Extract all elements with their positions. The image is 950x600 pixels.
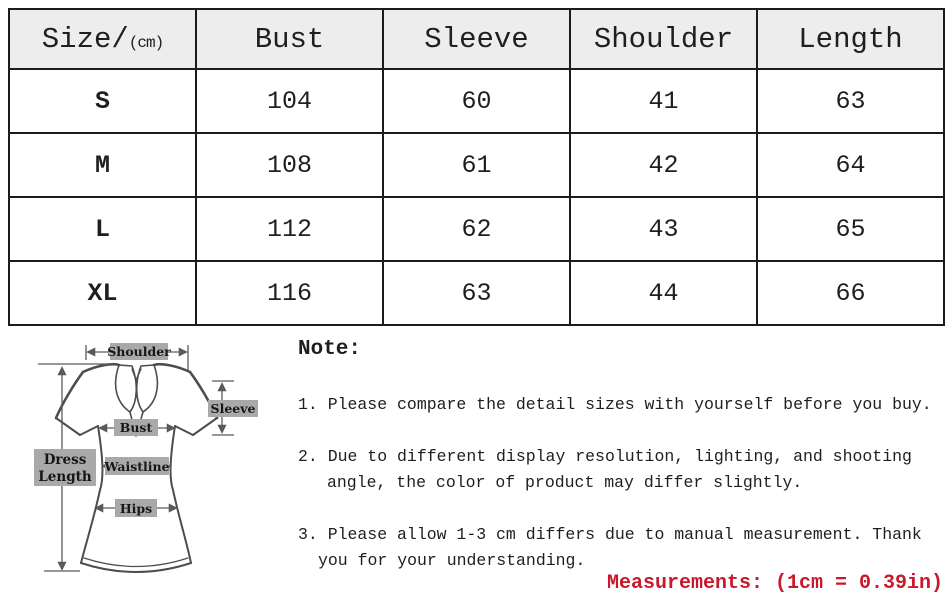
table-row-s bbox=[9, 69, 944, 133]
length-cell: 66 bbox=[757, 261, 944, 325]
table-row-m bbox=[9, 133, 944, 197]
size-cell: XL bbox=[9, 261, 196, 325]
dress-length-label-line1: Dress bbox=[43, 452, 87, 468]
size-chart-header-row bbox=[9, 9, 944, 69]
size-label: Size/ bbox=[41, 22, 129, 56]
hips-label: Hips bbox=[119, 501, 153, 516]
size-chart-header-bust: Bust bbox=[196, 9, 383, 69]
note-item-1 bbox=[298, 392, 948, 418]
diagram-labels bbox=[34, 343, 258, 517]
length-cell: 63 bbox=[757, 69, 944, 133]
size-unit-label: (cm) bbox=[128, 33, 164, 52]
shoulder-cell: 43 bbox=[570, 197, 757, 261]
sleeve-cell: 62 bbox=[383, 197, 570, 261]
shoulder-label: Shoulder bbox=[107, 344, 171, 359]
table-row-l bbox=[9, 197, 944, 261]
size-chart-header-sleeve: Sleeve bbox=[383, 9, 570, 69]
note-3-line-2: you for your understanding. bbox=[318, 551, 586, 570]
bust-cell: 116 bbox=[196, 261, 383, 325]
dress-length-label-line2: Length bbox=[38, 469, 92, 485]
note-2-line-2: angle, the color of product may differ slightly. bbox=[327, 473, 803, 492]
dress-measurement-diagram bbox=[18, 338, 296, 596]
note-item-3 bbox=[298, 522, 948, 574]
sleeve-label: Sleeve bbox=[210, 401, 256, 416]
length-cell: 64 bbox=[757, 133, 944, 197]
bust-label: Bust bbox=[119, 420, 153, 435]
shoulder-cell: 42 bbox=[570, 133, 757, 197]
bust-cell: 108 bbox=[196, 133, 383, 197]
size-chart-header-size bbox=[9, 9, 196, 69]
bust-cell: 104 bbox=[196, 69, 383, 133]
note-3-line-1: 3. Please allow 1-3 cm differs due to manual measurement. Thank bbox=[298, 525, 922, 544]
sleeve-cell: 61 bbox=[383, 133, 570, 197]
note-1-line-1: 1. Please compare the detail sizes with yourself before you buy. bbox=[298, 395, 932, 414]
notes-title: Note: bbox=[298, 338, 362, 361]
size-chart-header-length: Length bbox=[757, 9, 944, 69]
shoulder-cell: 41 bbox=[570, 69, 757, 133]
measurements-conversion-note: Measurements: (1cm = 0.39in) bbox=[606, 572, 943, 595]
sleeve-cell: 63 bbox=[383, 261, 570, 325]
size-chart-header-shoulder: Shoulder bbox=[570, 9, 757, 69]
size-cell: S bbox=[9, 69, 196, 133]
sleeve-cell: 60 bbox=[383, 69, 570, 133]
note-2-line-1: 2. Due to different display resolution, lighting, and shooting bbox=[298, 447, 912, 466]
table-row-xl bbox=[9, 261, 944, 325]
note-item-2 bbox=[298, 444, 948, 496]
bust-cell: 112 bbox=[196, 197, 383, 261]
size-cell: L bbox=[9, 197, 196, 261]
notes-section bbox=[298, 338, 948, 600]
waistline-label: Waistline bbox=[104, 459, 170, 474]
size-cell: M bbox=[9, 133, 196, 197]
shoulder-cell: 44 bbox=[570, 261, 757, 325]
length-cell: 65 bbox=[757, 197, 944, 261]
size-chart-table bbox=[8, 8, 945, 326]
